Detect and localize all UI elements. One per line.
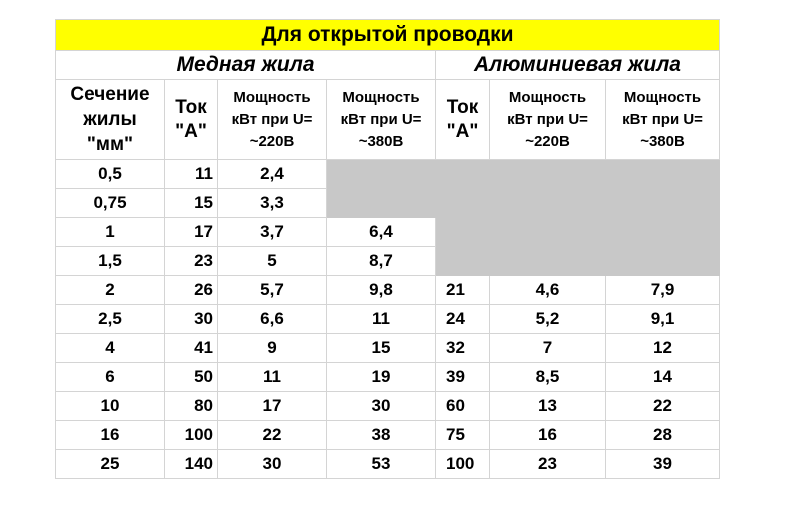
copper-current-cell: 41: [165, 334, 218, 363]
aluminum-power220-cell: [490, 189, 606, 218]
aluminum-power220-cell: 7: [490, 334, 606, 363]
copper-power220-header: Мощность кВт при U= ~220В: [218, 80, 327, 160]
section-cell: 0,5: [56, 160, 165, 189]
aluminum-power220-cell: 13: [490, 392, 606, 421]
aluminum-power380-cell: [606, 160, 720, 189]
section-cell: 25: [56, 450, 165, 479]
copper-power380-cell: [327, 160, 436, 189]
table-row: [56, 334, 720, 363]
copper-power220-cell: 11: [218, 363, 327, 392]
copper-power220-cell: 9: [218, 334, 327, 363]
aluminum-power380-cell: 12: [606, 334, 720, 363]
aluminum-current-cell: 32: [436, 334, 490, 363]
aluminum-current-header: Ток "А": [436, 80, 490, 160]
table-row: [56, 363, 720, 392]
copper-power220-cell: 22: [218, 421, 327, 450]
aluminum-power220-cell: 4,6: [490, 276, 606, 305]
section-cell: 6: [56, 363, 165, 392]
wire-capacity-table: [55, 19, 720, 479]
copper-current-cell: 26: [165, 276, 218, 305]
copper-power380-cell: 53: [327, 450, 436, 479]
table-row: [56, 218, 720, 247]
copper-power220-cell: 5: [218, 247, 327, 276]
aluminum-current-cell: 60: [436, 392, 490, 421]
copper-current-cell: 23: [165, 247, 218, 276]
copper-power380-cell: [327, 189, 436, 218]
copper-power220-cell: 5,7: [218, 276, 327, 305]
aluminum-current-cell: 75: [436, 421, 490, 450]
copper-current-cell: 30: [165, 305, 218, 334]
aluminum-current-cell: 100: [436, 450, 490, 479]
aluminum-power220-cell: [490, 160, 606, 189]
section-cell: 16: [56, 421, 165, 450]
copper-power220-cell: 2,4: [218, 160, 327, 189]
copper-power380-cell: 6,4: [327, 218, 436, 247]
copper-current-cell: 17: [165, 218, 218, 247]
aluminum-power380-cell: [606, 189, 720, 218]
aluminum-power380-header: Мощность кВт при U= ~380В: [606, 80, 720, 160]
table-row: [56, 160, 720, 189]
aluminum-power380-cell: [606, 218, 720, 247]
section-cell: 1: [56, 218, 165, 247]
table-title: Для открытой проводки: [56, 20, 720, 51]
aluminum-power220-header: Мощность кВт при U= ~220В: [490, 80, 606, 160]
copper-power220-cell: 17: [218, 392, 327, 421]
copper-power380-cell: 30: [327, 392, 436, 421]
aluminum-power220-cell: [490, 247, 606, 276]
table-row: [56, 276, 720, 305]
group-header-row: [56, 51, 720, 80]
copper-power220-cell: 6,6: [218, 305, 327, 334]
copper-current-cell: 140: [165, 450, 218, 479]
aluminum-power380-cell: 7,9: [606, 276, 720, 305]
aluminum-power380-cell: [606, 247, 720, 276]
aluminum-power380-cell: 39: [606, 450, 720, 479]
table-row: [56, 189, 720, 218]
section-cell: 2: [56, 276, 165, 305]
table-row: [56, 392, 720, 421]
aluminum-power220-cell: 16: [490, 421, 606, 450]
aluminum-power380-cell: 22: [606, 392, 720, 421]
aluminum-power220-cell: 23: [490, 450, 606, 479]
copper-header: Медная жила: [56, 51, 436, 80]
copper-power220-cell: 3,7: [218, 218, 327, 247]
aluminum-power220-cell: [490, 218, 606, 247]
section-cell: 0,75: [56, 189, 165, 218]
table-row: [56, 247, 720, 276]
copper-power380-cell: 19: [327, 363, 436, 392]
table-row: [56, 421, 720, 450]
copper-current-cell: 100: [165, 421, 218, 450]
aluminum-power380-cell: 9,1: [606, 305, 720, 334]
section-cell: 10: [56, 392, 165, 421]
copper-current-cell: 50: [165, 363, 218, 392]
aluminum-current-cell: 21: [436, 276, 490, 305]
copper-power380-header: Мощность кВт при U= ~380В: [327, 80, 436, 160]
copper-power220-cell: 30: [218, 450, 327, 479]
copper-power380-cell: 9,8: [327, 276, 436, 305]
aluminum-header: Алюминиевая жила: [436, 51, 720, 80]
table-row: [56, 305, 720, 334]
table-row: [56, 450, 720, 479]
aluminum-current-cell: 39: [436, 363, 490, 392]
copper-power380-cell: 11: [327, 305, 436, 334]
table-body: [56, 20, 720, 479]
section-cell: 4: [56, 334, 165, 363]
copper-current-cell: 80: [165, 392, 218, 421]
title-row: [56, 20, 720, 51]
copper-power380-cell: 8,7: [327, 247, 436, 276]
copper-power220-cell: 3,3: [218, 189, 327, 218]
copper-power380-cell: 38: [327, 421, 436, 450]
column-header-row: [56, 80, 720, 160]
aluminum-power220-cell: 8,5: [490, 363, 606, 392]
aluminum-power380-cell: 14: [606, 363, 720, 392]
section-cell: 2,5: [56, 305, 165, 334]
copper-current-header: Ток "А": [165, 80, 218, 160]
aluminum-current-cell: [436, 247, 490, 276]
copper-power380-cell: 15: [327, 334, 436, 363]
aluminum-power380-cell: 28: [606, 421, 720, 450]
aluminum-current-cell: 24: [436, 305, 490, 334]
aluminum-current-cell: [436, 218, 490, 247]
copper-current-cell: 15: [165, 189, 218, 218]
aluminum-current-cell: [436, 160, 490, 189]
section-header: Сечение жилы "мм": [56, 80, 165, 160]
aluminum-current-cell: [436, 189, 490, 218]
copper-current-cell: 11: [165, 160, 218, 189]
section-cell: 1,5: [56, 247, 165, 276]
aluminum-power220-cell: 5,2: [490, 305, 606, 334]
